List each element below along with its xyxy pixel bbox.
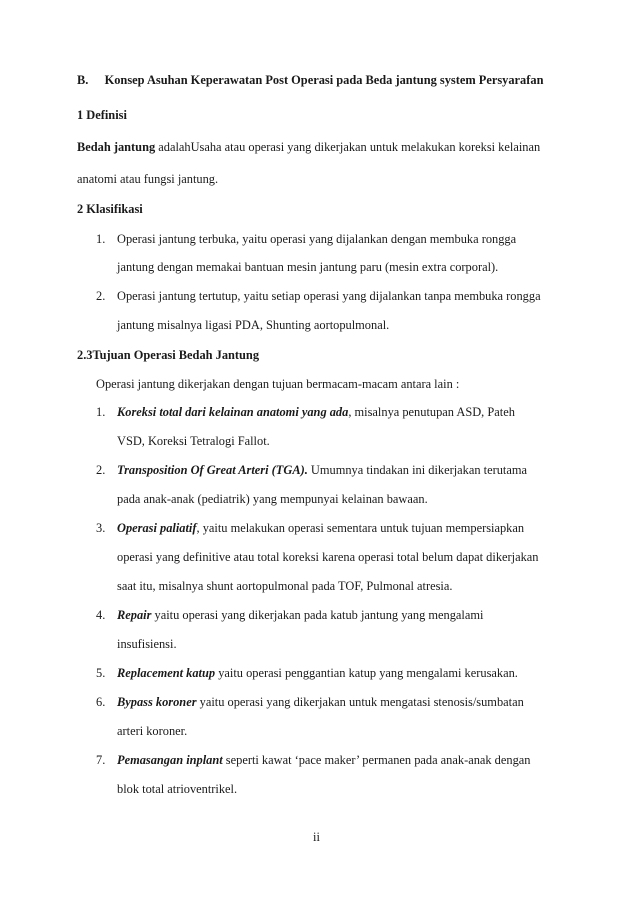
- tujuan-item-4-term: Repair: [117, 608, 152, 622]
- tujuan-item-6-line-1: [117, 694, 524, 710]
- tujuan-item-3-term: Operasi paliatif: [117, 521, 197, 535]
- tujuan-title: 2.3Tujuan Operasi Bedah Jantung: [77, 348, 260, 362]
- tujuan-item-3-line-1: [117, 520, 524, 536]
- tujuan-item-5-line-1: [117, 665, 518, 681]
- definisi-line-2: anatomi atau fungsi jantung.: [77, 172, 219, 186]
- klasifikasi-title: 2 Klasifikasi: [77, 202, 143, 216]
- klasifikasi-item-1-line-1: Operasi jantung terbuka, yaitu operasi yang dijalankan dengan membuka rongga: [117, 232, 517, 246]
- tujuan-num-2: 2.: [96, 463, 106, 477]
- klasifikasi-item-2-line-1: Operasi jantung tertutup, yaitu setiap operasi yang dijalankan tanpa membuka rongga: [117, 289, 541, 303]
- tujuan-num-7: 7.: [96, 753, 106, 767]
- tujuan-num-6: 6.: [96, 695, 106, 709]
- definisi-title: 1 Definisi: [77, 108, 127, 122]
- tujuan-item-7-line-2: blok total atrioventrikel.: [117, 782, 238, 796]
- tujuan-item-2-line-2: pada anak-anak (pediatrik) yang mempunyai kelainan bawaan.: [117, 492, 428, 506]
- tujuan-item-1-line-1: [117, 404, 515, 420]
- klasifikasi-num-1: 1.: [96, 232, 106, 246]
- tujuan-item-5-term: Replacement katup: [117, 666, 216, 680]
- tujuan-item-7-term: Pemasangan inplant: [117, 753, 223, 767]
- tujuan-item-6-term: Bypass koroner: [117, 695, 197, 709]
- tujuan-item-5-text: yaitu operasi penggantian katup yang mengalami kerusakan.: [215, 666, 518, 680]
- klasifikasi-item-2-line-2: jantung misalnya ligasi PDA, Shunting aortopulmonal.: [117, 318, 390, 332]
- definisi-term: Bedah jantung: [77, 140, 156, 154]
- page-number: ii: [313, 830, 320, 844]
- tujuan-item-7-line-1: [117, 752, 530, 768]
- klasifikasi-num-2: 2.: [96, 289, 106, 303]
- definisi-line-1: [77, 139, 540, 155]
- tujuan-item-4-line-1: [117, 607, 483, 623]
- tujuan-item-4-line-2: insufisiensi.: [117, 637, 177, 651]
- section-heading: [77, 72, 543, 88]
- tujuan-item-3-text: , yaitu melakukan operasi sementara untuk tujuan mempersiapkan: [196, 521, 525, 535]
- tujuan-item-6-line-2: arteri koroner.: [117, 724, 188, 738]
- tujuan-num-3: 3.: [96, 521, 106, 535]
- tujuan-num-4: 4.: [96, 608, 106, 622]
- section-title: Konsep Asuhan Keperawatan Post Operasi pada Beda jantung system Persyarafan: [104, 73, 544, 87]
- tujuan-item-7-text: seperti kawat ‘pace maker’ permanen pada anak-anak dengan: [222, 753, 531, 767]
- section-letter: B.: [77, 73, 89, 87]
- tujuan-item-1-line-2: VSD, Koreksi Tetralogi Fallot.: [117, 434, 270, 448]
- tujuan-num-5: 5.: [96, 666, 106, 680]
- tujuan-item-2-line-1: [117, 462, 527, 478]
- tujuan-num-1: 1.: [96, 405, 106, 419]
- tujuan-item-4-text: yaitu operasi yang dikerjakan pada katub jantung yang mengalami: [151, 608, 484, 622]
- tujuan-intro: Operasi jantung dikerjakan dengan tujuan bermacam-macam antara lain :: [96, 377, 460, 391]
- tujuan-item-3-line-3: saat itu, misalnya shunt aortopulmonal pada TOF, Pulmonal atresia.: [117, 579, 453, 593]
- tujuan-item-2-text: Umumnya tindakan ini dikerjakan terutama: [307, 463, 527, 477]
- klasifikasi-item-1-line-2: jantung dengan memakai bantuan mesin jantung paru (mesin extra corporal).: [117, 260, 499, 274]
- tujuan-item-1-term: Koreksi total dari kelainan anatomi yang ada: [117, 405, 349, 419]
- tujuan-item-1-text: , misalnya penutupan ASD, Pateh: [348, 405, 515, 419]
- tujuan-item-3-line-2: operasi yang definitive atau total koreksi karena operasi total belum dapat dikerjakan: [117, 550, 539, 564]
- definisi-text: adalahUsaha atau operasi yang dikerjakan untuk melakukan koreksi kelainan: [155, 140, 541, 154]
- tujuan-item-6-text: yaitu operasi yang dikerjakan untuk mengatasi stenosis/sumbatan: [196, 695, 524, 709]
- tujuan-item-2-term: Transposition Of Great Arteri (TGA).: [117, 463, 308, 477]
